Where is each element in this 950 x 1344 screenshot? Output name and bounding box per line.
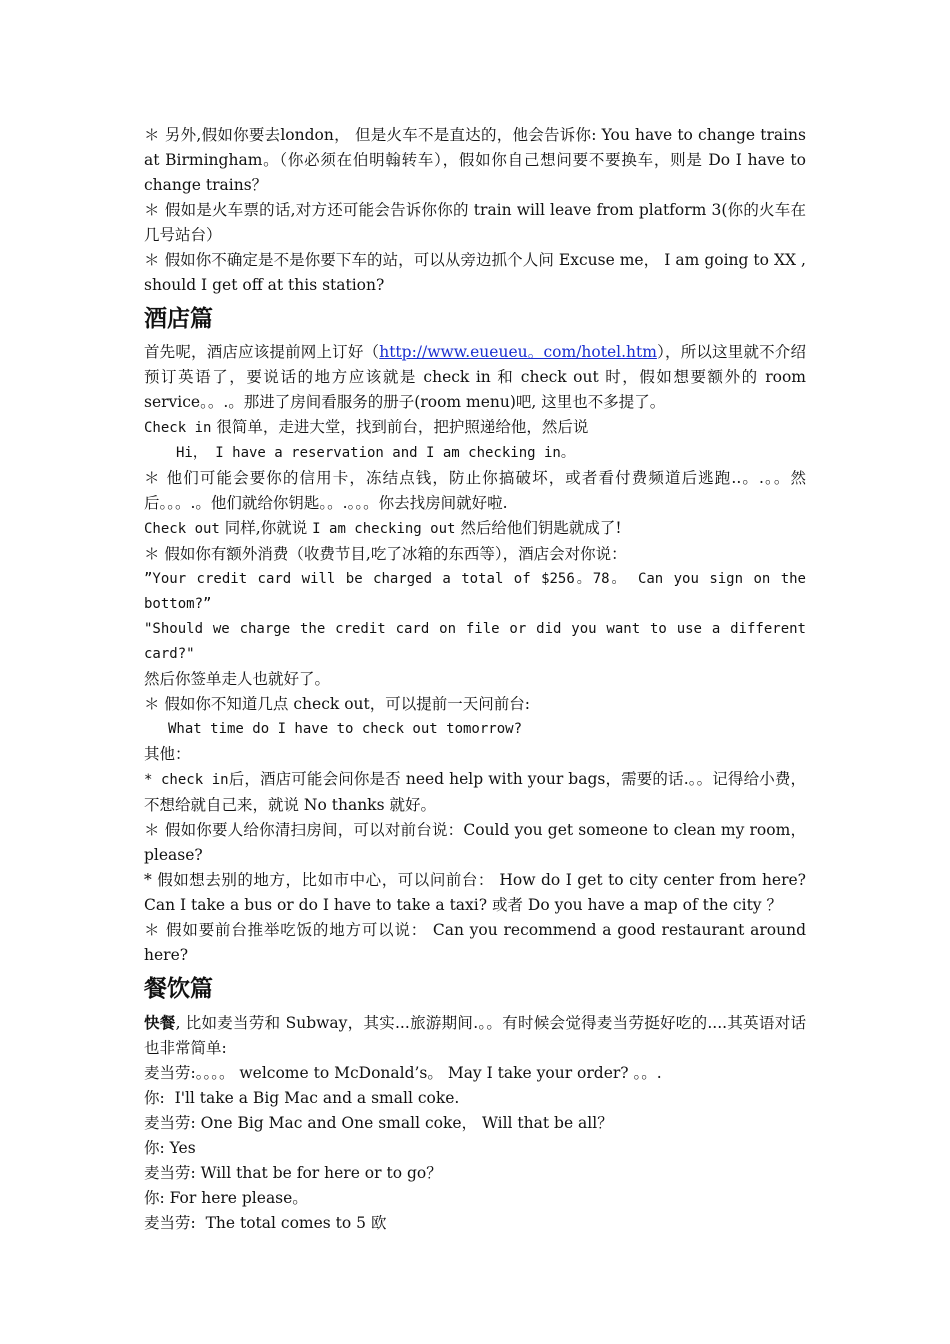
checkin-text: 很简单，走进大堂，找到前台，把护照递给他，然后说 <box>211 418 589 436</box>
dialogue-line: 你: For here please。 <box>144 1189 308 1207</box>
hotel-intro-paragraph <box>144 340 811 415</box>
checkout-text: 同样,你就说 <box>219 519 313 537</box>
dining-heading: 餐饮篇 <box>144 976 213 1002</box>
bags-keyword: * check in <box>144 772 229 788</box>
fast-food-text: , 比如麦当劳和 Subway，其实...旅游期间.。。有时候会觉得麦当劳挺好吃的....其英语对话也非常简单: <box>144 1014 806 1057</box>
checkin-keyword: Check in <box>144 420 212 436</box>
credit-card-paragraph: ＊ 他们可能会要你的信用卡，冻结点钱，防止你搞破坏，或者看付费频道后逃跑..。.。。然后。。。.。他们就给你钥匙。。.。。。你去找房间就好啦. <box>144 469 806 512</box>
document-page <box>144 123 815 1236</box>
checkin-paragraph <box>144 415 806 441</box>
city-center-paragraph: * 假如想去别的地方，比如市中心，可以问前台： How do I get to city center from here? Can I take a bus or do I have to take a taxi? 或者 Do you have a map of the city ？ <box>144 871 811 914</box>
checkout-quote: I am checking out <box>312 521 456 537</box>
fast-food-label: 快餐 <box>144 1013 176 1032</box>
train-platform-paragraph: ＊ 假如是火车票的话,对方还可能会告诉你你的 train will leave from platform 3(你的火车在几号站台） <box>144 201 806 244</box>
dialogue-line: 麦当劳:。。。。 welcome to McDonald’s。 May I take your order? 。。. <box>144 1064 662 1082</box>
dialogue-line: 麦当劳: Will that be for here or to go？ <box>144 1164 442 1182</box>
checkout-text-after: 然后给他们钥匙就成了! <box>455 519 622 537</box>
bags-text: 后，酒店可能会问你是否 need help with your bags，需要的话.。。记得给小费，不想给就自己来，就说 No thanks 就好。 <box>144 770 806 814</box>
bags-paragraph <box>144 767 806 818</box>
restaurant-paragraph: ＊ 假如要前台推举吃饭的地方可以说： Can you recommend a good restaurant around here? <box>144 921 811 964</box>
charge-quote-1: ”Your credit card will be charged a total of $256。78。 Can you sign on the bottom?” <box>144 571 815 612</box>
checkout-keyword: Check out <box>144 521 220 537</box>
dialogue-line: 你: I'll take a Big Mac and a small coke. <box>144 1089 460 1107</box>
hotel-booking-link[interactable]: http://www.eueueu。com/hotel.htm <box>379 343 657 361</box>
fast-food-paragraph <box>144 1010 806 1061</box>
extra-charges-paragraph: ＊ 假如你有额外消费（收费节目,吃了冰箱的东西等），酒店会对你说： <box>144 545 627 563</box>
dialogue-line: 麦当劳: One Big Mac and One small coke， Will that be all？ <box>144 1114 613 1132</box>
checkout-paragraph <box>144 516 806 542</box>
dialogue-line: 你: Yes <box>144 1139 196 1157</box>
charge-quote-2: "Should we charge the credit card on file or did you want to use a different card?" <box>144 621 815 662</box>
clean-room-paragraph: ＊ 假如你要人给你清扫房间，可以对前台说：Could you get someone to clean my room，please? <box>144 821 806 864</box>
checkout-time-paragraph: ＊ 假如你不知道几点 check out，可以提前一天问前台: <box>144 695 530 713</box>
hotel-intro-text: 首先呢，酒店应该提前网上订好（ <box>144 343 380 361</box>
checkout-time-quote: What time do I have to check out tomorrow? <box>168 721 523 737</box>
sign-paragraph: 然后你签单走人也就好了。 <box>144 670 331 688</box>
train-station-paragraph: ＊ 假如你不确定是不是你要下车的站，可以从旁边抓个人问 Excuse me， I am going to XX , should I get off at this station? <box>144 251 811 294</box>
checkin-quote: Hi， I have a reservation and I am checking in。 <box>176 445 575 461</box>
hotel-heading: 酒店篇 <box>144 306 213 332</box>
train-change-paragraph: ＊ 另外,假如你要去london， 但是火车不是直达的，他会告诉你: You have to change trains at Birmingham。（你必须在伯明翰转车），假如你自己想问要不要换车，则是 Do I have to change trains？ <box>144 126 811 194</box>
hotel-intro-text-after: ），所以这里就不介绍预订英语了，要说话的地方应该就是 check in 和 check out 时，假如想要额外的 room service。。.。那进了房间看服务的册子(room menu)吧, 这里也不多提了。 <box>144 343 811 411</box>
other-label: 其他： <box>144 745 191 763</box>
dialogue-line: 麦当劳: The total comes to 5 欧 <box>144 1214 387 1232</box>
